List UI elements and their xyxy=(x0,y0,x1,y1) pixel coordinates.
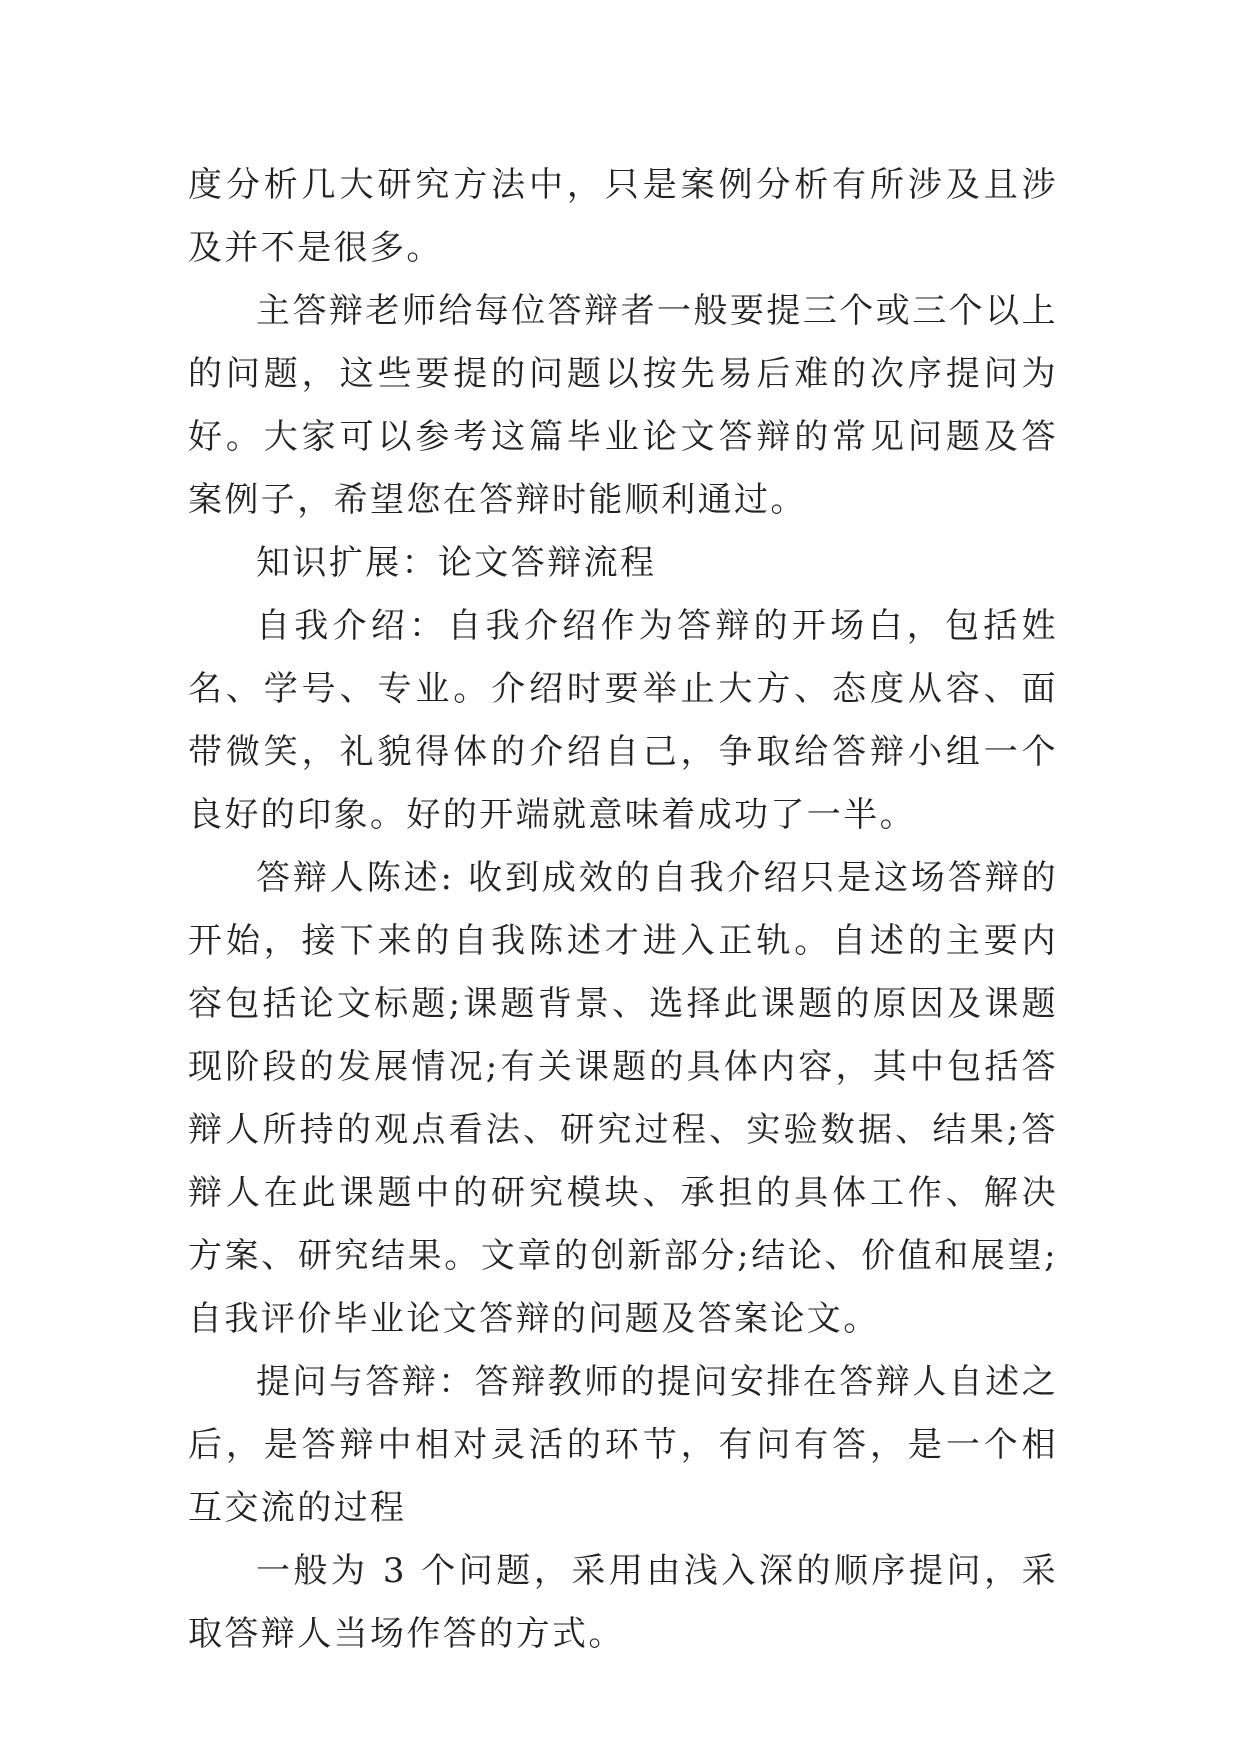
paragraph-self-introduction: 自我介绍：自我介绍作为答辩的开场白，包括姓名、学号、专业。介绍时要举止大方、态度从容、面带微笑，礼貌得体的介绍自己，争取给答辩小组一个良好的印象。好的开端就意味着成功了一半。 xyxy=(188,606,1058,835)
paragraph-statement: 答辩人陈述: 收到成效的自我介绍只是这场答辩的开始，接下来的自我陈述才进入正轨。自述的主要内容包括论文标题;课题背景、选择此课题的原因及课题现阶段的发展情况;有关课题的具体内容，其中包括答辩人所持的观点看法、研究过程、实验数据、结果;答辩人在此课题中的研究模块、承担的具体工作、解决方案、研究结果。文章的创新部分;结论、价值和展望;自我评价毕业论文答辩的问题及答案论文。 xyxy=(188,858,1058,1339)
paragraph-questions-and-answers: 提问与答辩：答辩教师的提问安排在答辩人自述之后，是答辩中相对灵活的环节，有问有答，是一个相互交流的过程 xyxy=(188,1362,1058,1528)
paragraph-question-count: 一般为 3 个问题，采用由浅入深的顺序提问，采取答辩人当场作答的方式。 xyxy=(188,1551,1058,1654)
paragraph-questions-intro: 主答辩老师给每位答辩者一般要提三个或三个以上的问题，这些要提的问题以按先易后难的次序提问为好。大家可以参考这篇毕业论文答辩的常见问题及答案例子，希望您在答辩时能顺利通过。 xyxy=(188,291,1058,520)
section-heading: 知识扩展：论文答辩流程 xyxy=(256,543,657,583)
paragraph-continuation: 度分析几大研究方法中，只是案例分析有所涉及且涉及并不是很多。 xyxy=(188,165,1058,268)
document-body xyxy=(188,154,1058,1666)
